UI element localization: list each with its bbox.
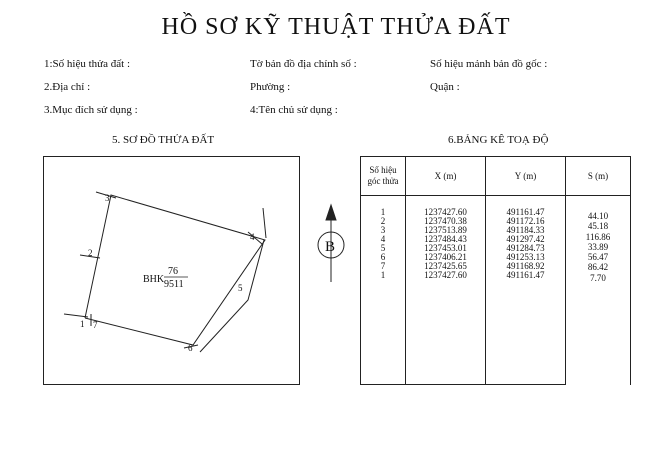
table-section-title: 6.BẢNG KÊ TOẠ ĐỘ [448,134,549,146]
distance-value: 86.42 [587,262,609,273]
parcel-numerator: 76 [168,266,178,277]
cell-point: 1 [361,271,406,280]
cell-y: 491284.73 [486,244,566,253]
cell-x: 1237453.01 [406,244,486,253]
cell-y: 491253.13 [486,253,566,262]
cell-point: 3 [361,226,406,235]
header-x: X (m) [406,157,486,196]
vertex-label-1: 1 [80,319,85,329]
map-section-title: 5. SƠ ĐỒ THỬA ĐẤT [112,134,215,146]
header-y: Y (m) [486,157,566,196]
cell-y: 491161.47 [486,196,566,218]
cell-y: 491297.42 [486,235,566,244]
north-label: B [325,239,336,255]
distance-value: 116.86 [585,231,611,242]
header-point: Số hiệu góc thửa [361,157,406,196]
cell-y: 491184.33 [486,226,566,235]
distance-value: 33.89 [587,241,609,252]
cell-x: 1237425.65 [406,262,486,271]
parcel-prefix: BHK [143,274,165,285]
field-owner: 4:Tên chủ sử dụng : [250,104,338,116]
field-original-map-sheet: Số hiệu mảnh bản đồ gốc : [430,58,548,70]
vertex-label-5: 5 [238,283,243,293]
cell-y: 491172.16 [486,217,566,226]
cell-y: 491168.92 [486,262,566,271]
distance-value: 44.10 [587,211,609,221]
header-s: S (m) [566,157,631,196]
cell-x: 1237427.60 [406,271,486,280]
cell-point: 6 [361,253,406,262]
coordinate-table [360,156,631,385]
document-title: HỒ SƠ KỸ THUẬT THỬA ĐẤT [161,14,511,40]
cell-x: 1237513.89 [406,226,486,235]
cell-x: 1237406.21 [406,253,486,262]
field-district: Quận : [430,81,460,93]
cell-y: 491161.47 [486,271,566,280]
vertex-label-4: 4 [250,232,255,242]
cell-point: 4 [361,235,406,244]
distance-column [566,196,631,385]
cell-point: 2 [361,217,406,226]
field-map-sheet: Tờ bản đồ địa chính số : [250,58,357,70]
table-row [361,196,631,218]
vertex-label-7: 7 [93,320,98,330]
cell-x: 1237484.43 [406,235,486,244]
distance-value: 7.70 [590,272,606,283]
parcel-denominator: 9511 [164,279,184,290]
cell-x: 1237427.60 [406,196,486,218]
distance-value: 45.18 [587,221,609,232]
vertex-label-6: 6 [188,343,193,353]
vertex-label-2: 2 [88,248,93,258]
field-ward: Phường : [250,81,291,93]
field-parcel-number: 1:Số hiệu thửa đất : [44,58,131,70]
field-address: 2.Địa chỉ : [44,81,91,93]
cell-x: 1237470.38 [406,217,486,226]
distance-value: 56.47 [587,252,609,263]
road-edge-outer [200,240,264,352]
field-land-use: 3.Mục đích sử dụng : [44,104,138,116]
cell-point: 5 [361,244,406,253]
vertex-label-3: 3 [105,193,110,203]
cell-point: 1 [361,196,406,218]
cell-point: 7 [361,262,406,271]
